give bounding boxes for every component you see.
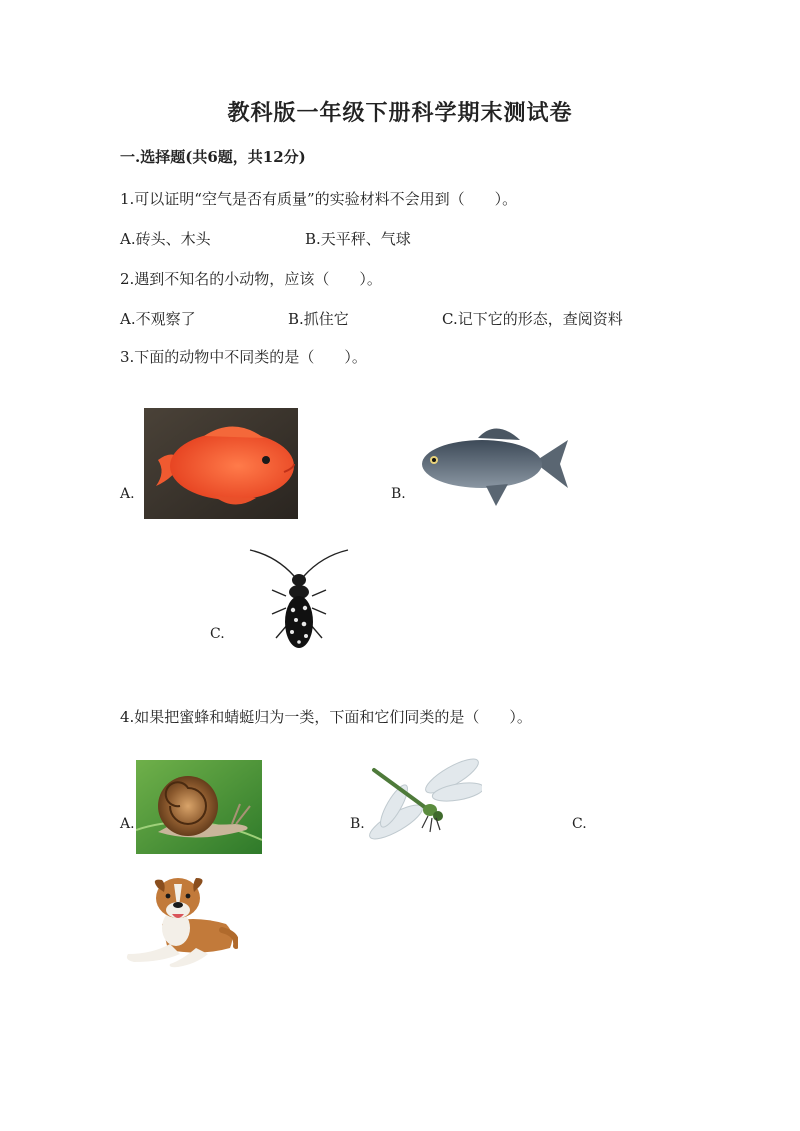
question-4-label-a: A. xyxy=(120,816,135,832)
page-title: 教科版一年级下册科学期末测试卷 xyxy=(227,100,573,126)
question-3-text: 3.下面的动物中不同类的是（ ）。 xyxy=(120,348,367,366)
question-4-text: 4.如果把蜜蜂和蜻蜓归为一类，下面和它们同类的是（ ）。 xyxy=(120,708,532,726)
question-3-label-b: B. xyxy=(391,486,406,502)
question-2-text: 2.遇到不知名的小动物，应该（ ）。 xyxy=(120,270,382,288)
dog-image xyxy=(122,874,238,968)
longhorn-beetle-image xyxy=(246,546,352,658)
question-4-label-c: C. xyxy=(572,816,587,832)
question-2-option-a: A.不观察了 xyxy=(120,310,196,328)
gray-fish-image xyxy=(416,418,572,510)
question-2-option-b: B.抓住它 xyxy=(288,310,349,328)
question-3-label-c: C. xyxy=(210,626,225,642)
question-1-option-b: B.天平秤、气球 xyxy=(305,230,411,248)
question-3-label-a: A. xyxy=(120,486,135,502)
dragonfly-image xyxy=(368,756,482,850)
section-heading: 一.选择题(共6题，共12分) xyxy=(120,148,306,166)
snail-image xyxy=(136,760,262,854)
red-fish-image xyxy=(144,408,298,519)
question-1-text: 1.可以证明“空气是否有质量”的实验材料不会用到（ ）。 xyxy=(120,190,518,208)
question-1-option-a: A.砖头、木头 xyxy=(120,230,211,248)
question-2-option-c: C.记下它的形态，查阅资料 xyxy=(442,310,623,328)
question-4-label-b: B. xyxy=(350,816,365,832)
